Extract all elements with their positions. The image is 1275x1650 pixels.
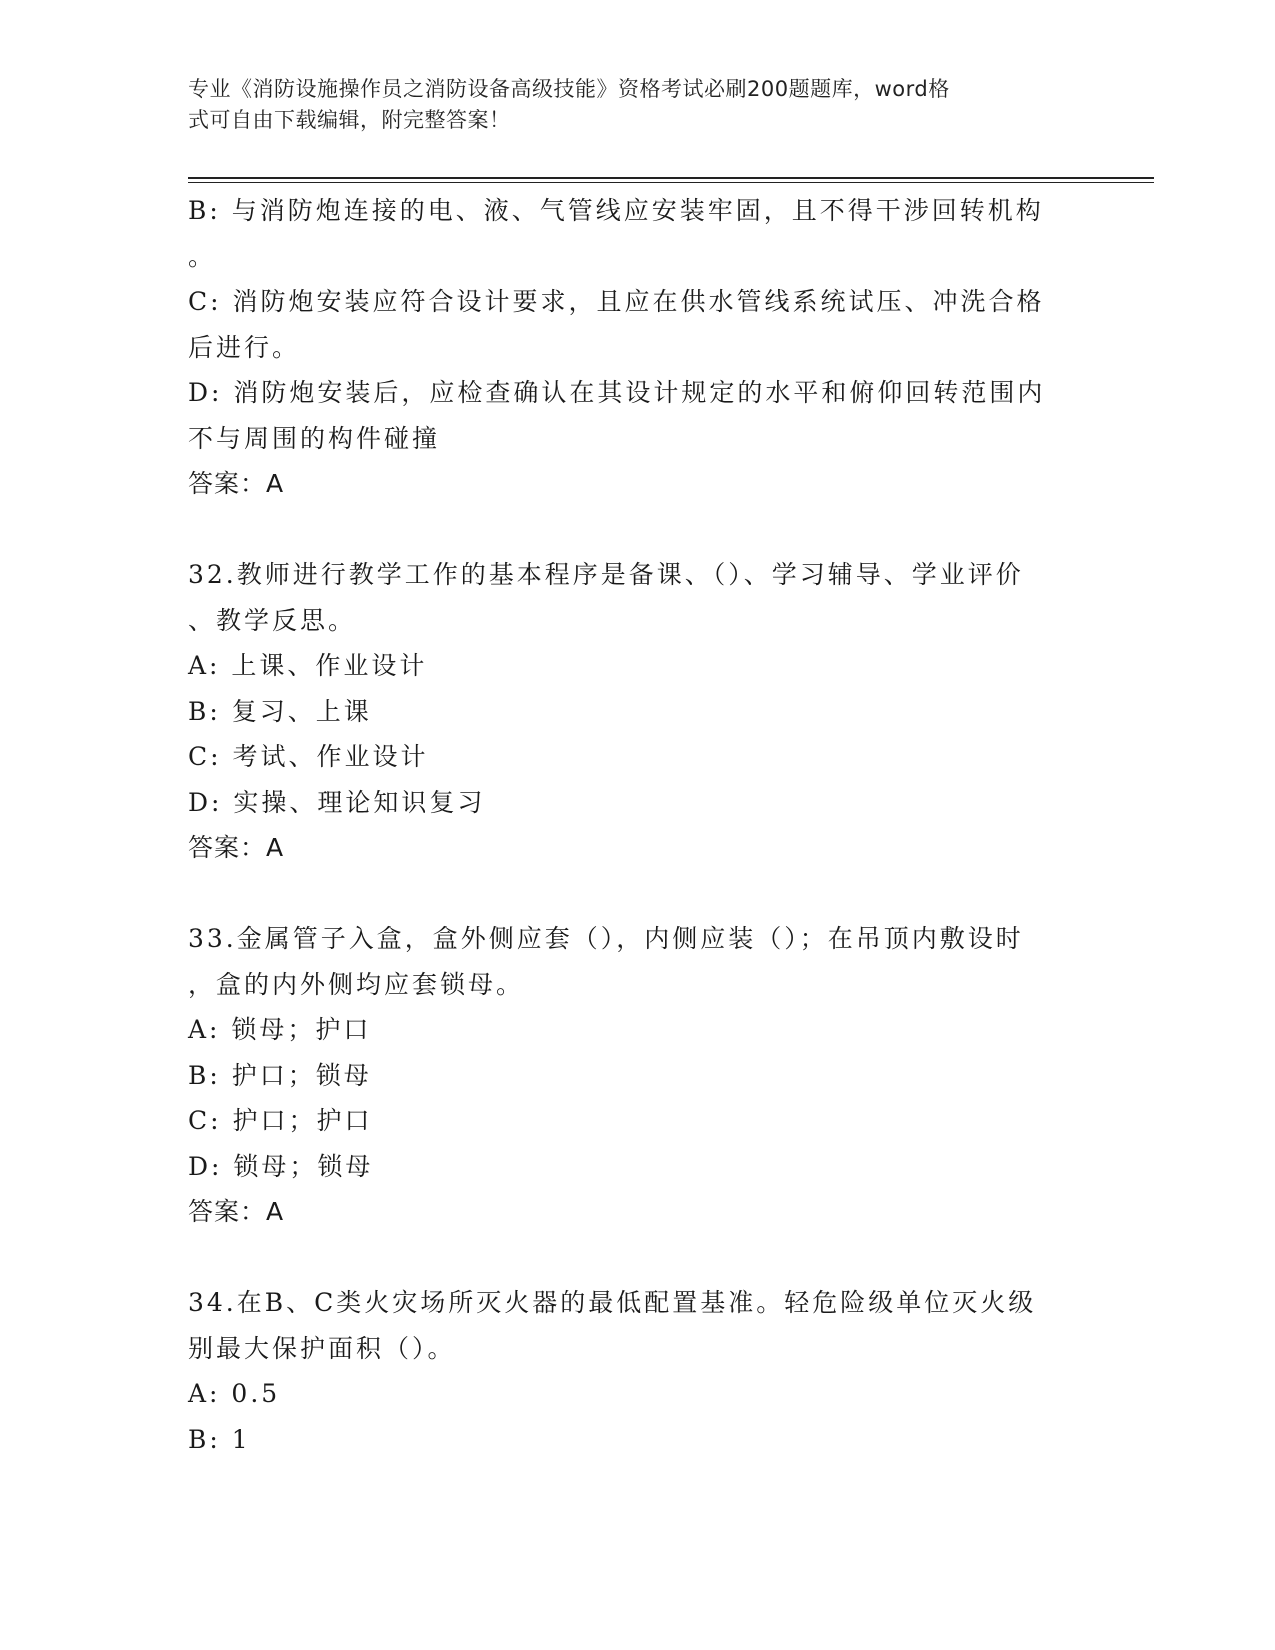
answer-line: 答案：A (188, 1197, 285, 1226)
option-d (188, 370, 1088, 461)
option-line: B: 与消防炮连接的电、液、气管线应安装牢固，且不得干涉回转机构 (188, 196, 1044, 225)
question-stem-line: 32.教师进行教学工作的基本程序是备课、（）、学习辅导、学业评价 (188, 560, 1024, 589)
question-stem-line: 别最大保护面积（）。 (188, 1333, 456, 1363)
option-c (188, 279, 1088, 370)
option-b (188, 188, 1088, 279)
answer-line: 答案：A (188, 469, 285, 498)
option-line: 不与周围的构件碰撞 (188, 423, 441, 453)
header-rule-top (188, 177, 1154, 179)
question-34 (188, 1280, 1088, 1462)
option-a: A: 上课、作业设计 (188, 651, 428, 680)
option-line: C: 消防炮安装应符合设计要求，且应在供水管线系统试压、冲洗合格 (188, 287, 1045, 316)
option-line: D: 消防炮安装后，应检查确认在其设计规定的水平和俯仰回转范围内 (188, 378, 1046, 407)
option-a: A: 0.5 (188, 1379, 281, 1408)
document-header (188, 74, 1068, 136)
question-stem-line: 、教学反思。 (188, 605, 357, 635)
option-a: A: 锁母；护口 (188, 1015, 372, 1044)
question-31-continued (188, 188, 1088, 507)
spacer (188, 507, 1088, 553)
question-32 (188, 552, 1088, 871)
question-stem-line: 33.金属管子入盒，盒外侧应套（），内侧应装（）；在吊顶内敷设时 (188, 924, 1024, 953)
answer-line: 答案：A (188, 833, 285, 862)
option-b: B: 护口；锁母 (188, 1060, 372, 1090)
header-line-1: 专业《消防设施操作员之消防设备高级技能》资格考试必刷200题题库，word格 (188, 77, 950, 101)
question-33 (188, 916, 1088, 1235)
option-line: 后进行。 (188, 332, 301, 362)
spacer (188, 1235, 1088, 1281)
question-stem-line: ，盒的内外侧均应套锁母。 (188, 969, 525, 999)
document-body (188, 188, 1088, 1462)
option-c: C: 考试、作业设计 (188, 742, 429, 771)
option-d: D: 锁母；锁母 (188, 1151, 374, 1181)
option-d: D: 实操、理论知识复习 (188, 787, 486, 817)
question-stem-line: 34.在B、C类火灾场所灭火器的最低配置基准。轻危险级单位灭火级 (188, 1288, 1037, 1317)
header-line-2: 式可自由下载编辑，附完整答案！ (188, 108, 511, 132)
header-rule-bottom (188, 182, 1154, 183)
option-b: B: 1 (188, 1424, 251, 1454)
option-line: 。 (188, 241, 217, 271)
spacer (188, 871, 1088, 917)
option-c: C: 护口；护口 (188, 1106, 373, 1135)
option-b: B: 复习、上课 (188, 696, 372, 726)
